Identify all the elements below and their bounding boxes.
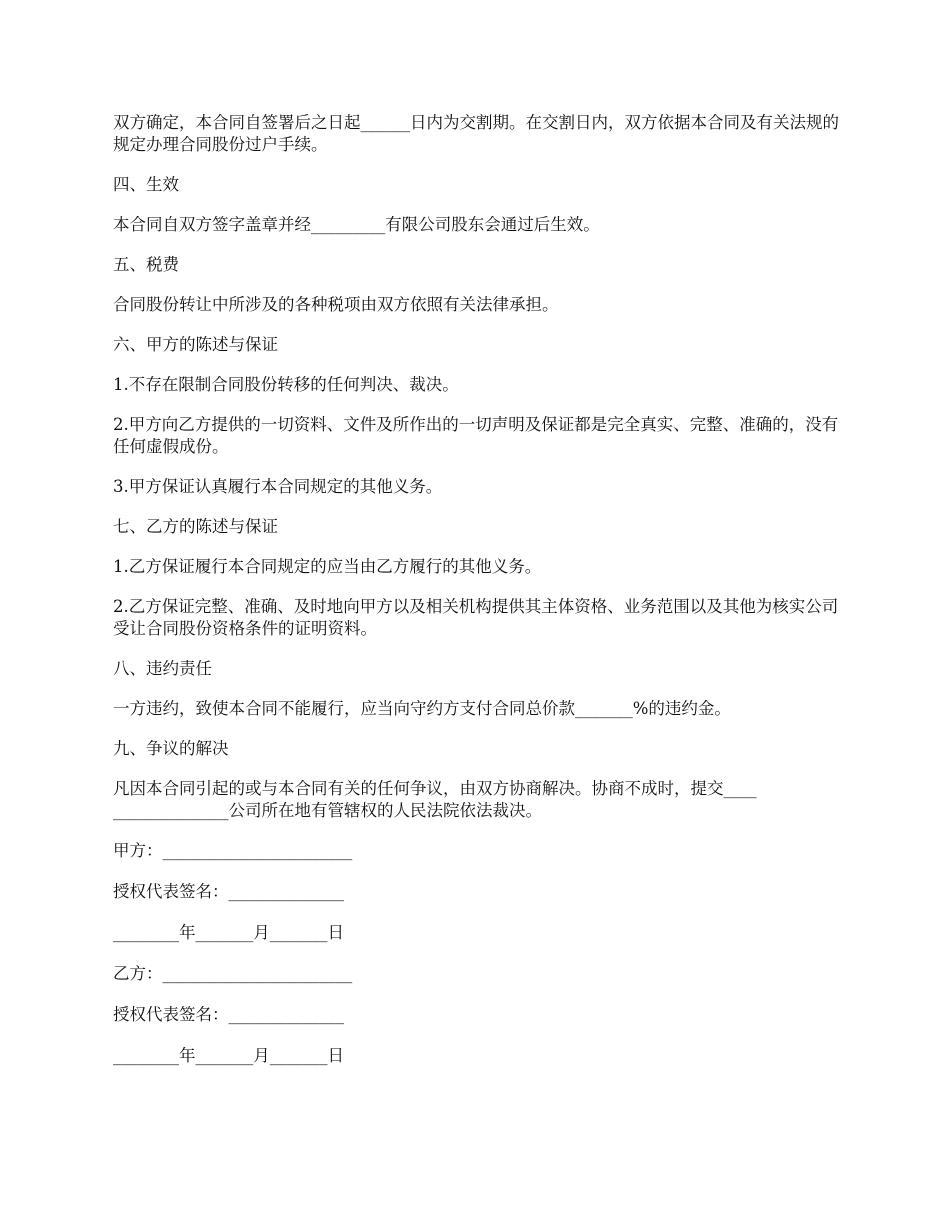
- section-7-heading: 七、乙方的陈述与保证: [113, 517, 278, 536]
- delivery-paragraph: 双方确定，本合同自签署后之日起______日内为交割期。在交割日内，双方依据本合同及有关法规的规定办理合同股份过户手续。: [113, 113, 839, 154]
- party-a-date-line: ________年_______月_______日: [113, 923, 344, 942]
- section-6-item-3: 3.甲方保证认真履行本合同规定的其他义务。: [113, 477, 443, 496]
- party-a-line: 甲方：_______________________: [113, 841, 353, 860]
- contract-page: [113, 112, 843, 1086]
- party-b-line: 乙方：_______________________: [113, 964, 353, 983]
- section-6-heading: 六、甲方的陈述与保证: [113, 335, 278, 354]
- section-4-text: 本合同自双方签字盖章并经_________有限公司股东会通过后生效。: [113, 215, 600, 234]
- section-4-heading: 四、生效: [113, 175, 179, 194]
- party-a-representative-line: 授权代表签名：______________: [113, 882, 344, 901]
- section-5-heading: 五、税费: [113, 255, 179, 274]
- section-9-text: 凡因本合同引起的或与本合同有关的任何争议，由双方协商解决。协商不成时，提交____ ______________公司所在地有管辖权的人民法院依法裁决。: [113, 779, 757, 820]
- section-7-item-2: 2.乙方保证完整、准确、及时地向甲方以及相关机构提供其主体资格、业务范围以及其他为核实公司受让合同股份资格条件的证明资料。: [113, 597, 839, 638]
- party-b-date-line: ________年_______月_______日: [113, 1046, 344, 1065]
- section-6-item-1: 1.不存在限制合同股份转移的任何判决、裁决。: [113, 375, 459, 394]
- section-8-heading: 八、违约责任: [113, 659, 212, 678]
- section-5-text: 合同股份转让中所涉及的各种税项由双方依照有关法律承担。: [113, 295, 559, 314]
- party-b-representative-line: 授权代表签名：______________: [113, 1005, 344, 1024]
- section-6-item-2: 2.甲方向乙方提供的一切资料、文件及所作出的一切声明及保证都是完全真实、完整、准确的，没有任何虚假成份。: [113, 415, 839, 456]
- section-9-heading: 九、争议的解决: [113, 739, 229, 758]
- section-8-text: 一方违约，致使本合同不能履行，应当向守约方支付合同总价款_______%的违约金。: [113, 699, 731, 718]
- section-7-item-1: 1.乙方保证履行本合同规定的应当由乙方履行的其他义务。: [113, 557, 542, 576]
